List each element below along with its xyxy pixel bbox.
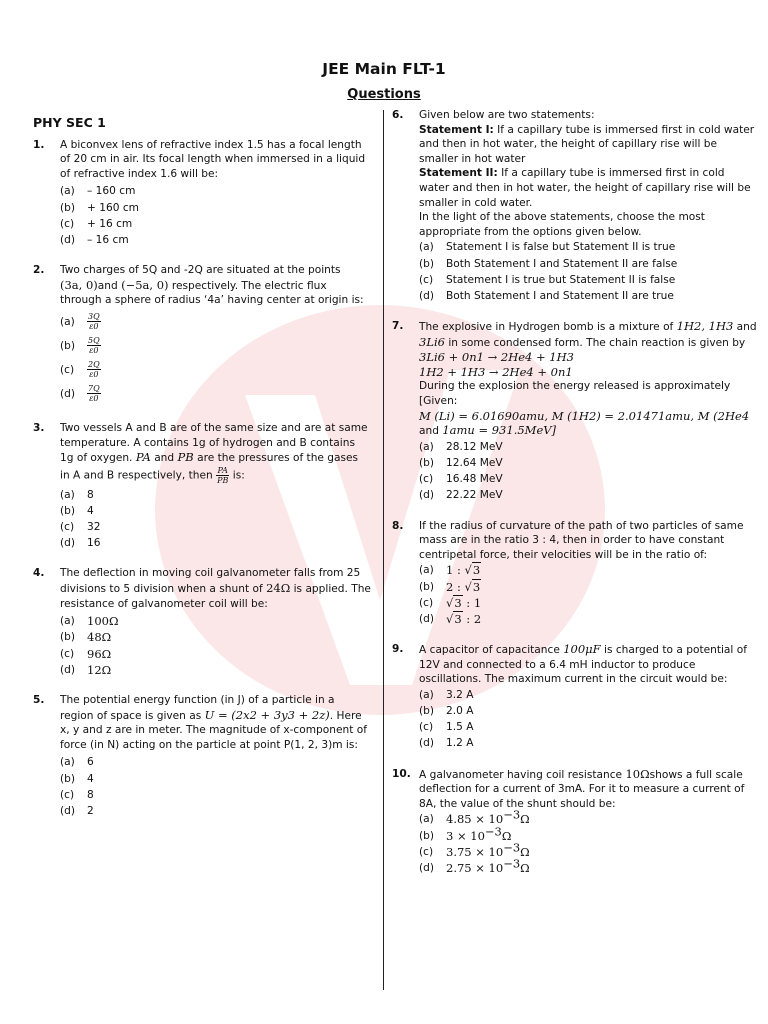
option-text: 28.12 MeV <box>446 440 503 453</box>
option-c <box>60 787 371 803</box>
question-text: The explosive in Hydrogen bomb is a mixture of 1H2, 1H3 and 3Li6 in some condensed form. The chain reaction is given by <box>419 319 757 349</box>
option-label: (c) <box>60 521 75 534</box>
question-text: A galvanometer having coil resistance 10Ωshows a full scale deflection for a current of 3mA. For it to measure a current of 8A, the value of the shunt should be: <box>419 766 745 810</box>
option-text: + 16 cm <box>87 217 133 230</box>
option-fraction: $\frac{2Q}{\varepsilon 0}$ <box>88 360 100 380</box>
question-4 <box>33 566 371 678</box>
option-b <box>419 455 758 471</box>
reaction-2: 1H2 + 1H3 → 2He4 + 0n1 <box>419 364 573 379</box>
option-text: 16 <box>87 537 101 550</box>
question-7 <box>392 319 758 504</box>
option-a <box>60 310 371 334</box>
option-label: (c) <box>60 647 75 660</box>
question-text: A capacitor of capacitance 100μF is charged to a potential of 12V and connected to a 6.4 mH inductor to produce oscillations. The maximum current in the circuit would be: <box>419 642 747 686</box>
math-capacitance: 100μF <box>563 642 601 657</box>
option-text: 2.0 A <box>446 705 474 718</box>
option-label: (a) <box>60 185 75 198</box>
option-text: 4 <box>87 504 94 517</box>
page-subtitle: Questions <box>347 87 421 102</box>
option-a <box>419 439 758 455</box>
question-text: Two vessels A and B are of the same size and are at same temperature. A contains 1g of hydrogen and B contains 1g of oxygen. PA and PB are the pressures of the gases in A and B respectively, then $\frac{PA}{PB}$ is: <box>60 421 368 485</box>
option-d <box>60 382 371 406</box>
question-number: 5. <box>33 693 45 706</box>
ratio-fraction: $\frac{PA}{PB}$ <box>217 465 229 485</box>
option-c <box>60 646 371 662</box>
page-title: JEE Main FLT-1 <box>322 60 446 78</box>
question-number: 9. <box>392 643 404 656</box>
option-d <box>419 735 758 751</box>
option-b <box>60 771 371 787</box>
option-label: (b) <box>419 457 434 470</box>
option-d <box>60 803 371 819</box>
math-potential: U = (2x2 + 3y3 + 2z) <box>204 707 330 722</box>
question-intro: Given below are two statements: <box>419 109 595 121</box>
option-a <box>60 487 371 503</box>
option-text: 100Ω <box>87 614 119 629</box>
option-c <box>60 358 371 382</box>
option-label: (c) <box>60 363 75 376</box>
option-d: (d) $2.75 \times 10^{-3}\Omega$ <box>419 856 530 875</box>
math-pa: PA <box>135 450 151 465</box>
question-10 <box>392 767 758 877</box>
option-fraction: $\frac{7Q}{\varepsilon 0}$ <box>88 384 100 404</box>
option-text: 4 <box>87 772 94 785</box>
option-text: Both Statement I and Statement II are false <box>446 257 678 270</box>
option-label: (c) <box>419 473 434 486</box>
option-text: Statement I is true but Statement II is false <box>446 273 676 286</box>
option-text: 22.22 MeV <box>446 489 503 502</box>
option-label: (a) <box>60 315 75 328</box>
question-number: 3. <box>33 421 45 434</box>
option-label: (d) <box>419 612 434 625</box>
option-text: 2 <box>87 804 94 817</box>
option-label: (d) <box>60 804 75 817</box>
option-b: (b) 2 : √3 <box>419 579 481 594</box>
option-label: (c) <box>419 596 434 609</box>
option-label: (b) <box>419 580 434 593</box>
question-text: A biconvex lens of refractive index 1.5 has a focal length of 20 cm in air. Its focal length when immersed in a liquid of refractive index 1.6 will be: <box>60 138 366 180</box>
option-d <box>60 535 371 551</box>
option-b <box>419 256 758 272</box>
option-b <box>60 629 371 645</box>
given-conversion: and 1amu = 931.5MeV] <box>419 423 557 438</box>
option-label: (d) <box>60 663 75 676</box>
option-d <box>60 232 371 248</box>
question-number: 8. <box>392 519 404 532</box>
option-label: (c) <box>419 845 434 858</box>
option-a <box>60 613 371 629</box>
question-closing: In the light of the above statements, choose the most appropriate from the options given below. <box>419 211 705 238</box>
option-label: (a) <box>419 688 434 701</box>
option-text: 32 <box>87 521 101 534</box>
question-3 <box>33 421 371 552</box>
option-label: (d) <box>419 862 434 874</box>
question-2 <box>33 263 371 406</box>
right-column <box>392 108 758 876</box>
question-text: The deflection in moving coil galvanometer falls from 25 divisions to 5 division when a shunt of 24Ω is applied. The resistance of galvanometer coil will be: <box>60 567 371 610</box>
option-label: (a) <box>419 564 434 577</box>
option-label: (c) <box>419 721 434 734</box>
option-fraction: $\frac{3Q}{\varepsilon 0}$ <box>88 312 100 332</box>
option-label: (d) <box>419 289 434 302</box>
option-text: 12Ω <box>87 662 112 677</box>
option-label: (c) <box>60 217 75 230</box>
section-title: PHY SEC 1 <box>33 115 106 130</box>
question-number: 1. <box>33 138 45 151</box>
question-1 <box>33 138 371 249</box>
option-label: (a) <box>60 488 75 501</box>
option-c <box>419 471 758 487</box>
option-text: 96Ω <box>87 646 112 661</box>
column-divider <box>383 110 384 990</box>
option-text: 3.2 A <box>446 688 474 701</box>
option-d: (d) √3 : 2 <box>419 611 482 626</box>
question-text: The potential energy function (in J) of a particle in a region of space is given as U = (2x2 + 3y3 + 2z). Here x, y and z are in meter. The magnitude of x-component of force (in N) acting on the particle at point P(1, 2, 3)m is: <box>60 693 367 751</box>
option-label: (c) <box>419 273 434 286</box>
option-fraction: $\frac{5Q}{\varepsilon 0}$ <box>88 336 100 356</box>
math-isotopes: 1H2, 1H3 <box>676 319 734 334</box>
option-b <box>419 703 758 719</box>
left-column <box>33 116 371 819</box>
option-label: (a) <box>60 615 75 628</box>
question-6 <box>392 108 758 304</box>
question-number: 6. <box>392 109 404 121</box>
option-label: (b) <box>419 705 434 718</box>
option-d <box>60 662 371 678</box>
option-a <box>60 183 371 199</box>
question-text: Two charges of 5Q and -2Q are situated at the points (3a, 0)and (−5a, 0) respectively. The electric flux through a sphere of radius ‘4a’ having center at origin is: <box>60 264 364 307</box>
option-text: 1.5 A <box>446 721 474 734</box>
option-text: + 160 cm <box>87 201 139 214</box>
option-c: (c) √3 : 1 <box>419 595 482 610</box>
option-text: 1.2 A <box>446 737 474 750</box>
option-b <box>60 334 371 358</box>
option-text: – 160 cm <box>87 185 136 198</box>
given-masses: M (Li) = 6.01690amu, M (1H2) = 2.01471amu, M (2He4 <box>419 408 750 423</box>
option-label: (d) <box>60 233 75 246</box>
option-label: (b) <box>60 631 75 644</box>
option-a <box>419 687 758 703</box>
statement-2: Statement II: If a capillary tube is immersed first in cold water and then in hot water, the height of capillary rise will be smaller in cold water. <box>419 167 751 209</box>
option-text: Both Statement I and Statement II are true <box>446 289 674 302</box>
question-number: 10. <box>392 767 411 780</box>
option-c <box>419 719 758 735</box>
option-label: (b) <box>419 829 434 842</box>
option-text: 8 <box>87 788 94 801</box>
option-text: 12.64 MeV <box>446 457 503 470</box>
option-label: (a) <box>419 813 434 826</box>
question-9 <box>392 642 758 752</box>
option-label: (d) <box>419 737 434 750</box>
math-pb: PB <box>177 450 194 465</box>
reaction-1: 3Li6 + 0n1 → 2He4 + 1H3 <box>419 350 574 365</box>
option-label: (b) <box>60 201 75 214</box>
option-label: (b) <box>419 257 434 270</box>
option-d <box>419 288 758 304</box>
math-resistance: 10Ω <box>625 766 650 781</box>
option-radicand: 3 <box>472 563 481 578</box>
option-text: – 16 cm <box>87 233 129 246</box>
option-c <box>419 272 758 288</box>
option-b <box>60 503 371 519</box>
question-text: If the radius of curvature of the path of two particles of same mass are in the ratio 3 : 4, then in order to have constant centripetal force, their velocities will be in the ratio of: <box>419 519 744 561</box>
option-text: 6 <box>87 756 94 769</box>
option-b: (b) $3 \times 10^{-3}\Omega$ <box>419 824 512 843</box>
question-8 <box>392 519 758 628</box>
math-point-2: (−5a, 0) <box>121 277 169 292</box>
question-5 <box>33 693 371 819</box>
question-number: 7. <box>392 320 404 333</box>
statement-1: Statement I: If a capillary tube is immersed first in cold water and then in hot water, the height of capillary rise will be smaller in hot water <box>419 123 755 165</box>
option-label: (a) <box>419 440 434 453</box>
option-radicand: 3 <box>454 595 462 610</box>
option-a: (a) 1 : √3 <box>419 563 481 578</box>
option-label: (a) <box>60 756 75 769</box>
option-a: (a) $4.85 \times 10^{-3}\Omega$ <box>419 807 530 827</box>
option-text: 16.48 MeV <box>446 473 503 486</box>
question-number: 4. <box>33 567 45 580</box>
option-a <box>419 239 758 255</box>
option-c <box>60 519 371 535</box>
option-label: (b) <box>60 772 75 785</box>
option-label: (b) <box>60 339 75 352</box>
option-text: 8 <box>87 488 94 501</box>
option-text: 48Ω <box>87 630 112 645</box>
option-label: (b) <box>60 504 75 517</box>
question-text-2: During the explosion the energy released is approximately [Given: <box>419 380 731 408</box>
question-number: 2. <box>33 264 45 277</box>
option-label: (d) <box>60 387 75 400</box>
option-label: (a) <box>419 241 434 254</box>
option-d <box>419 487 758 503</box>
option-text: Statement I is false but Statement II is true <box>446 241 676 254</box>
math-lithium: 3Li6 <box>419 334 445 349</box>
math-shunt: 24Ω <box>266 581 291 596</box>
option-label: (d) <box>419 489 434 502</box>
option-b <box>60 200 371 216</box>
option-c: (c) $3.75 \times 10^{-3}\Omega$ <box>419 840 530 859</box>
option-label: (c) <box>60 788 75 801</box>
option-radicand: 3 <box>454 611 462 626</box>
option-label: (d) <box>60 537 75 550</box>
option-a <box>60 754 371 770</box>
option-radicand: 3 <box>472 579 481 594</box>
math-point-1: (3a, 0) <box>60 277 98 292</box>
option-c <box>60 216 371 232</box>
